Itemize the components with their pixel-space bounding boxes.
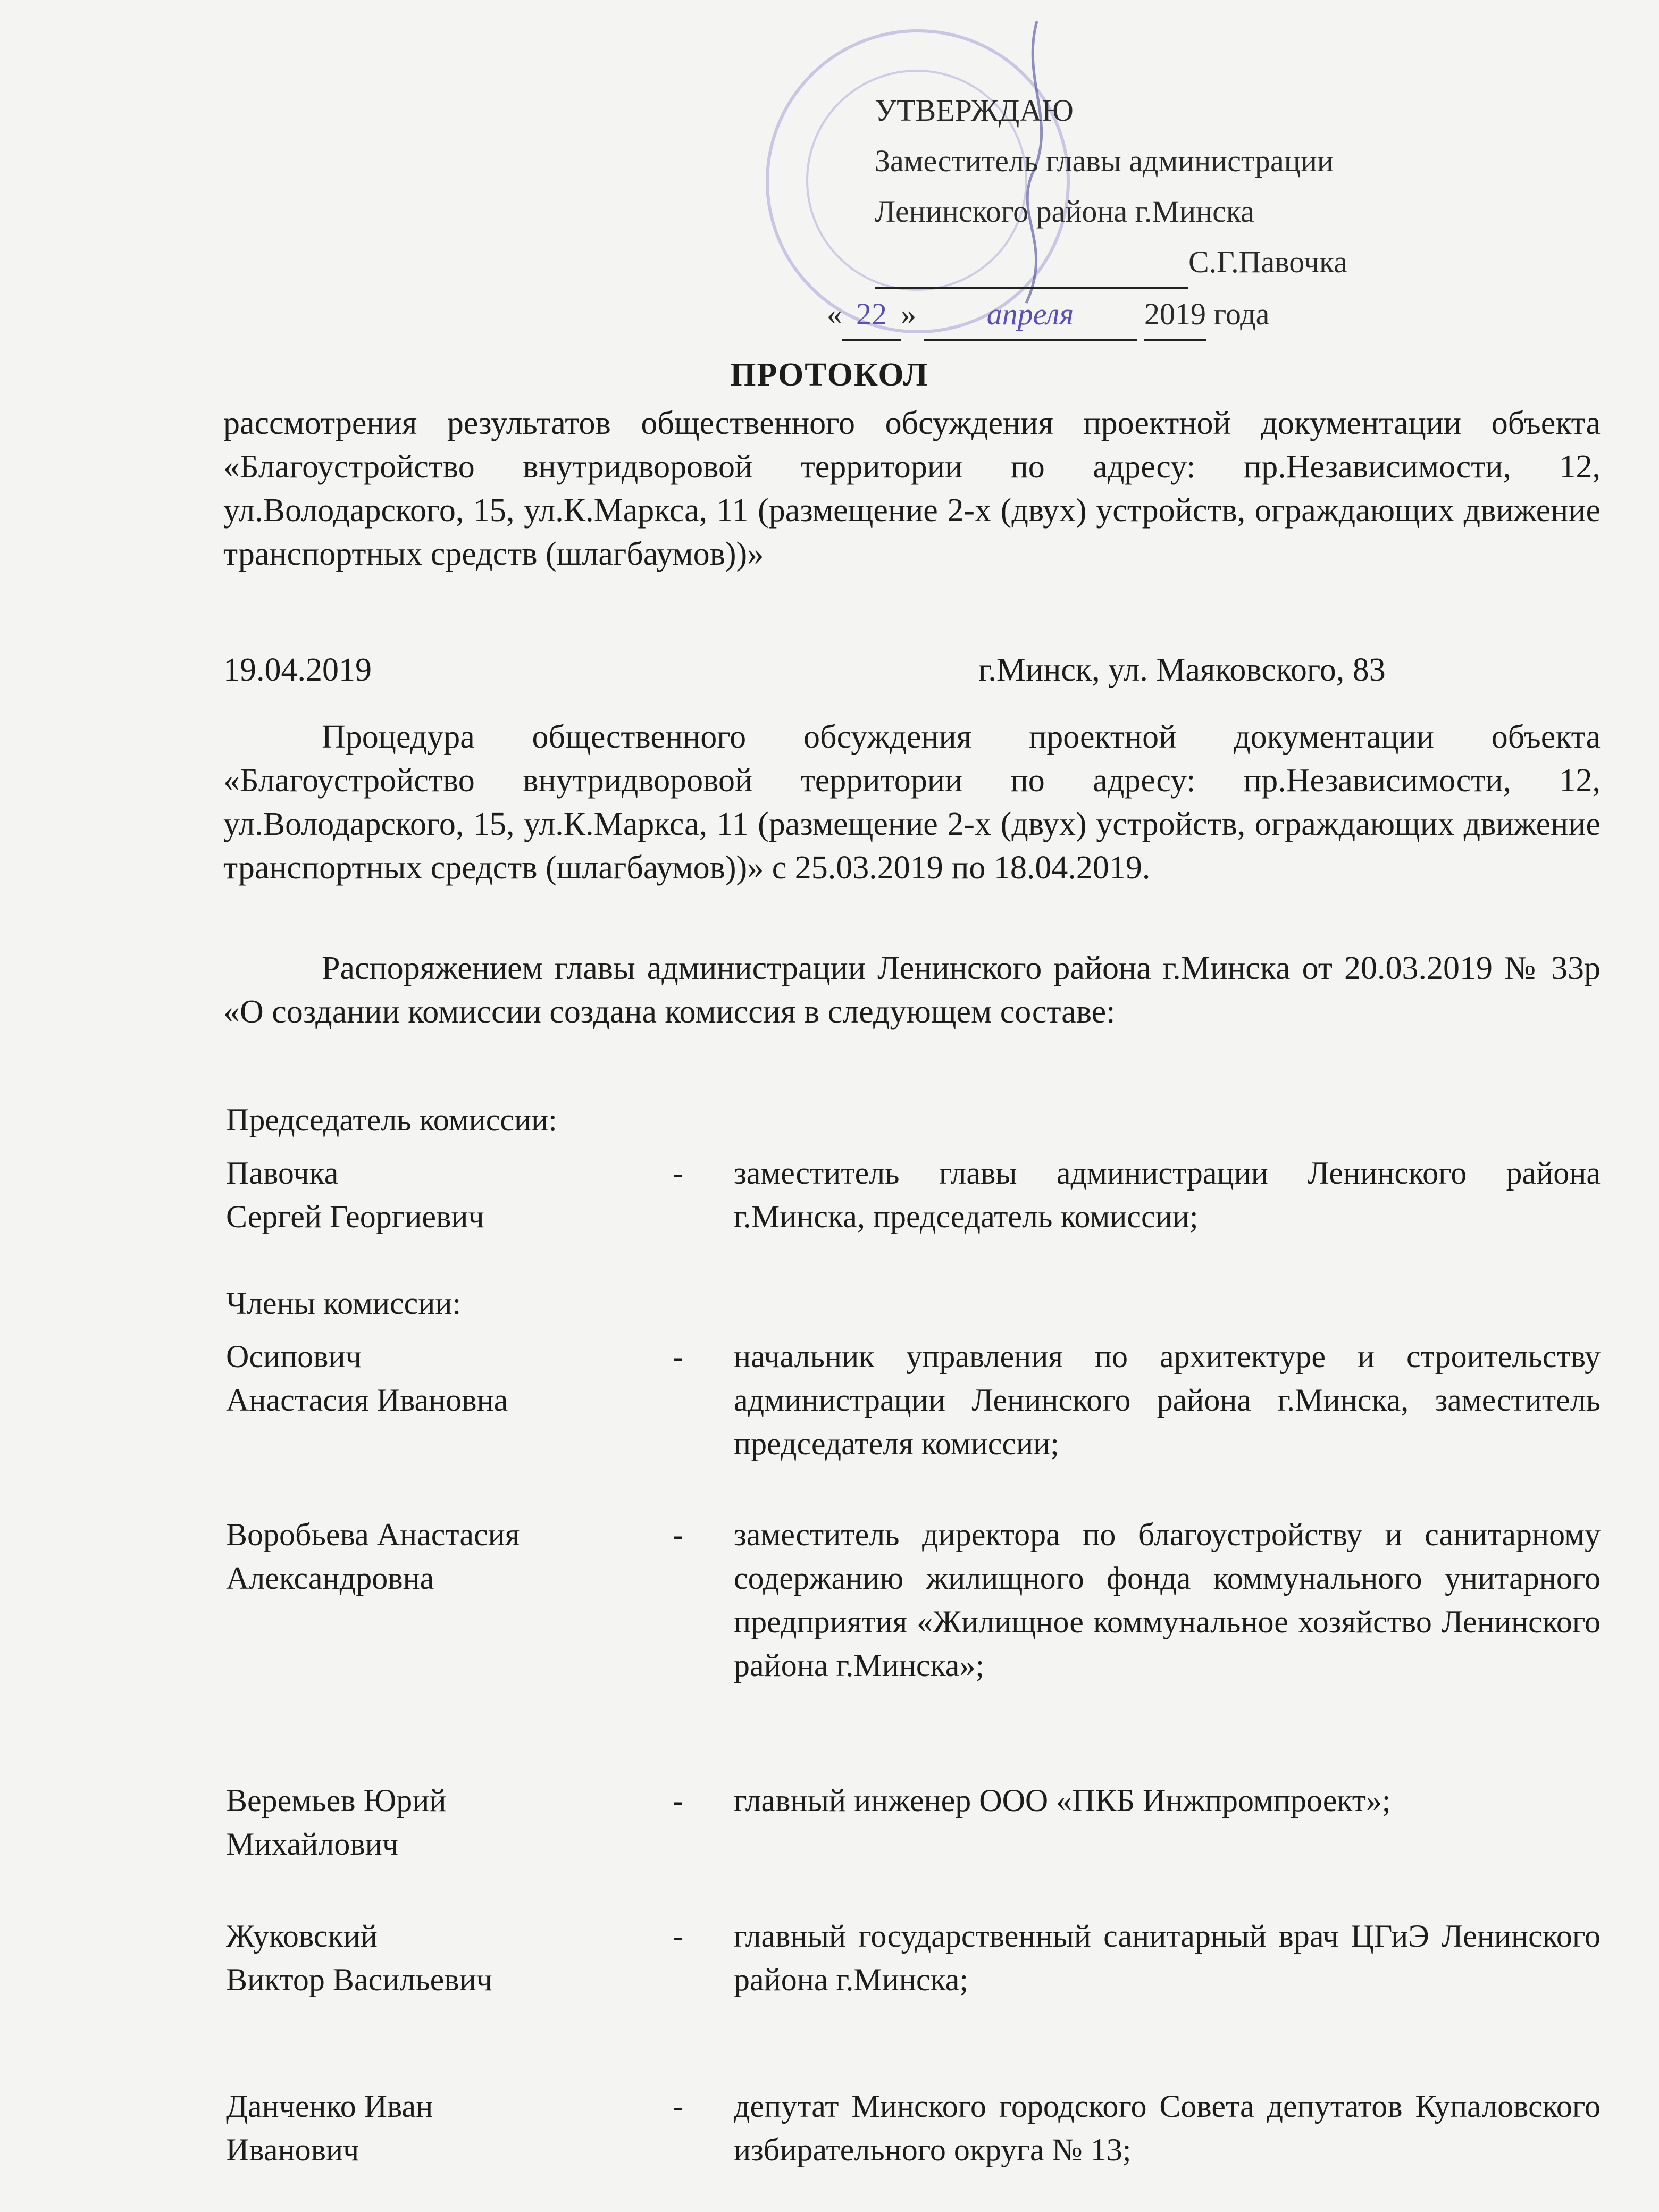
approver-position-line2: Ленинского района г.Минска [875, 194, 1254, 229]
chair-dash: - [673, 1155, 683, 1191]
approval-block [827, 85, 1348, 341]
member-dash: - [673, 1918, 683, 1954]
member-name [226, 1335, 508, 1422]
member-name [226, 2084, 433, 2172]
approve-word: УТВЕРЖДАЮ [875, 93, 1074, 128]
member-role: главный инженер ООО «ПКБ Инжпромпроект»; [734, 1783, 1391, 1818]
signature-line-row [875, 237, 1347, 289]
protocol-date: 19.04.2019 [223, 652, 372, 688]
document-subtitle: рассмотрения результатов общественного обсуждения проектной документации объекта «Благоустройство внутридворовой территории по адресу: пр.Независимости, 12, ул.Володарского, 15, ул.К.Маркса, 11 (размещение 2-х (двух) устройств, ограждающих движение транспортных средств (шлагбаумов))» [223, 405, 1601, 572]
member-dash: - [673, 1339, 683, 1374]
paragraph-procedure: Процедура общественного обсуждения проектной документации объекта «Благоустройство внутридворовой территории по адресу: пр.Независимости, 12, ул.Володарского, 15, ул.К.Маркса, 11 (размещение 2-х (двух) устройств, ограждающих движение транспортных средств (шлагбаумов))» с 25.03.2019 по 18.04.2019. [223, 719, 1601, 886]
member-name-line2: Виктор Васильевич [226, 1962, 492, 1997]
date-month: апреля [924, 289, 1137, 341]
member-role: заместитель директора по благоустройству и санитарному содержанию жилищного фонда коммунального унитарного предприятия «Жилищное коммунальное хозяйство Ленинского района г.Минска»; [734, 1517, 1601, 1683]
member-name [226, 1779, 446, 1866]
member-name-line1: Жуковский [226, 1918, 378, 1954]
member-name-line1: Данченко Иван [226, 2089, 433, 2124]
approval-date-row [827, 289, 1347, 341]
member-role: главный государственный санитарный врач ЦГиЭ Ленинского района г.Минска; [734, 1918, 1601, 1997]
chair-surname: Павочка [226, 1155, 339, 1191]
members-label: Члены комиссии: [226, 1286, 462, 1321]
member-role: депутат Минского городского Совета депутатов Купаловского избирательного округа № 13; [734, 2089, 1601, 2167]
chair-name [226, 1151, 484, 1238]
approver-position-line1: Заместитель главы администрации [875, 144, 1334, 178]
signature-blank-line [875, 237, 1188, 289]
member-name-line2: Иванович [226, 2132, 359, 2167]
member-role: начальник управления по архитектуре и строительству администрации Ленинского района г.Минска, заместитель председателя комиссии; [734, 1339, 1601, 1461]
date-day: 22 [842, 289, 901, 341]
date-close-quote: » [901, 297, 916, 331]
member-name [226, 1513, 520, 1600]
date-suffix: года [1213, 297, 1270, 331]
document-title: ПРОТОКОЛ [730, 357, 929, 393]
member-name-line1: Воробьева Анастасия [226, 1517, 520, 1552]
chair-given-names: Сергей Георгиевич [226, 1199, 484, 1234]
protocol-place: г.Минск, ул. Маяковского, 83 [978, 652, 1386, 688]
date-open-quote: « [827, 297, 842, 331]
chair-role: заместитель главы администрации Ленинского района г.Минска, председатель комиссии; [734, 1155, 1601, 1234]
paragraph-order: Распоряжением главы администрации Ленинского района г.Минска от 20.03.2019 № 33р «О создании комиссии создана комиссия в следующем составе: [223, 950, 1601, 1030]
member-dash: - [673, 2089, 683, 2124]
date-year: 2019 [1144, 289, 1206, 341]
chair-label: Председатель комиссии: [226, 1102, 557, 1137]
member-dash: - [673, 1783, 683, 1818]
member-name-line2: Михайлович [226, 1826, 398, 1862]
member-name-line1: Осипович [226, 1339, 362, 1374]
signer-name: С.Г.Павочка [1188, 245, 1348, 279]
member-name-line2: Анастасия Ивановна [226, 1382, 508, 1418]
member-dash: - [673, 1517, 683, 1552]
member-name-line1: Веремьев Юрий [226, 1783, 447, 1818]
member-name-line2: Александровна [226, 1561, 434, 1596]
member-name [226, 1914, 492, 2001]
